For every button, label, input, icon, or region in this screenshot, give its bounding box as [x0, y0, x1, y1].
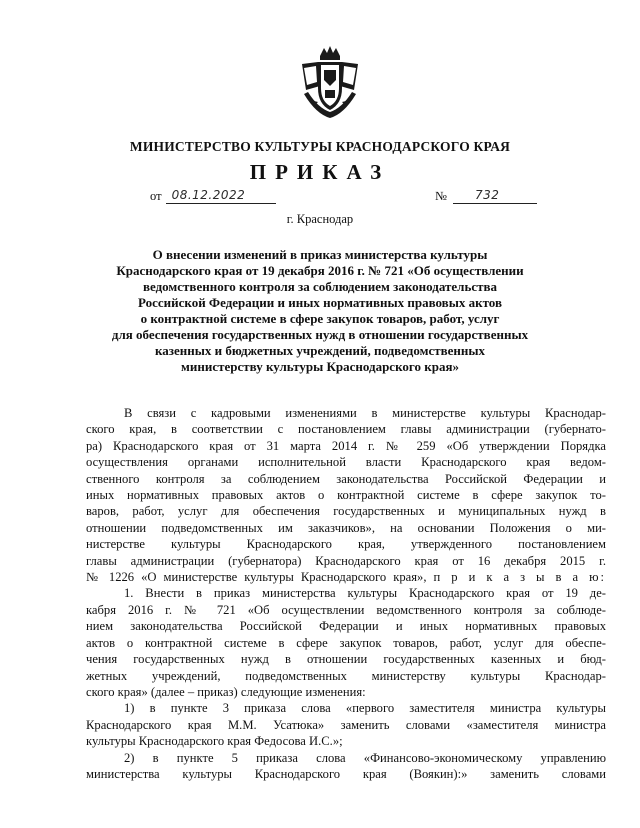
date-handwritten: 08.12.2022: [171, 188, 246, 202]
date-field: [150, 188, 276, 204]
date-prefix: от: [150, 189, 162, 203]
number-blank: [453, 188, 537, 204]
body-line: главы администрации (губернатора) Краснодарского края от 16 декабря 2015 г.: [86, 553, 606, 568]
title-line: ведомственного контроля за соблюдением законодательства: [142, 279, 498, 294]
body-line-order: [86, 569, 606, 585]
number-field: [435, 188, 537, 204]
body-line: министерства культуры Краснодарского края (Воякин):» заменить словами: [86, 766, 606, 781]
body-line: 1. Внести в приказ министерства культуры Краснодарского края от 19 де-: [124, 586, 606, 601]
title-line: о контрактной системе в сфере закупок товаров, работ, услуг: [140, 311, 500, 326]
number-prefix: №: [435, 189, 447, 203]
title-line: О внесении изменений в приказ министерства культуры: [152, 247, 488, 262]
document-type: ПРИКАЗ: [249, 160, 391, 184]
city: г. Краснодар: [286, 212, 354, 226]
title-line: Краснодарского края от 19 декабря 2016 г. № 721 «Об осуществлении: [116, 263, 524, 278]
body-line: нистерстве культуры Краснодарского края, утвержденного постановлением: [86, 537, 606, 552]
document-title: [90, 247, 550, 375]
body-line: ского края, в соответствии с постановлением главы администрации (губернато-: [86, 422, 606, 437]
body-line: ра) Краснодарского края от 31 марта 2014 г. № 259 «Об утверждении Порядка: [86, 438, 606, 453]
body-line: ского края» (далее – приказ) следующие изменения:: [86, 684, 366, 699]
body-line: кабря 2016 г. № 721 «Об осуществлении ведомственного контроля за соблюде-: [86, 602, 606, 617]
body-line: В связи с кадровыми изменениями в министерстве культуры Краснодар-: [124, 406, 606, 420]
date-blank: [166, 188, 276, 204]
number-handwritten: 732: [474, 188, 500, 202]
ministry-name: МИНИСТЕРСТВО КУЛЬТУРЫ КРАСНОДАРСКОГО КРАЯ: [129, 139, 511, 154]
body-line: варов, работ, услуг для обеспечения государственных и муниципальных нужд в: [86, 504, 606, 519]
body-line-text: № 1226 «О министерстве культуры Краснодарского края»,: [86, 570, 427, 585]
body-line: нием законодательства Российской Федерации и иных нормативных правовых: [86, 619, 606, 634]
body-line: 2) в пункте 5 приказа слова «Финансово-экономическому управлению: [124, 750, 606, 765]
document-body: [86, 405, 606, 782]
body-line: ственного контроля за соблюдением законодательства Российской Федерации и: [86, 471, 606, 486]
body-line: чения государственных нужд в отношении государственных казенных и бюд-: [86, 652, 606, 667]
order-word: п р и к а з ы в а ю:: [433, 570, 606, 585]
title-line: министерству культуры Краснодарского края»: [181, 359, 459, 374]
body-line: осуществления органами исполнительной власти Краснодарского края ведом-: [86, 455, 606, 470]
body-line: жетных учреждений, подведомственных министерству культуры Краснодар-: [86, 668, 606, 683]
title-line: Российской Федерации и иных нормативных правовых актов: [137, 295, 503, 310]
coat-of-arms-icon: [296, 44, 364, 124]
body-line: актов о контрактной системе в сфере закупок товаров, работ, услуг для обеспе-: [86, 635, 606, 650]
body-line: иных нормативных правовых актов о контрактной системе в сфере закупок то-: [86, 488, 606, 503]
title-line: для обеспечения государственных нужд в отношении государственных: [111, 327, 529, 342]
title-line: казенных и бюджетных учреждений, подведомственных: [154, 343, 486, 358]
body-line: отношении подведомственных им заказчиков», на основании Положения о ми-: [86, 520, 606, 535]
body-line: 1) в пункте 3 приказа слова «первого заместителя министра культуры: [124, 701, 606, 716]
body-line: Краснодарского края М.М. Усатюка» заменить словами «заместителя министра: [86, 717, 606, 732]
body-line: культуры Краснодарского края Федосова И.С.»;: [86, 734, 343, 749]
